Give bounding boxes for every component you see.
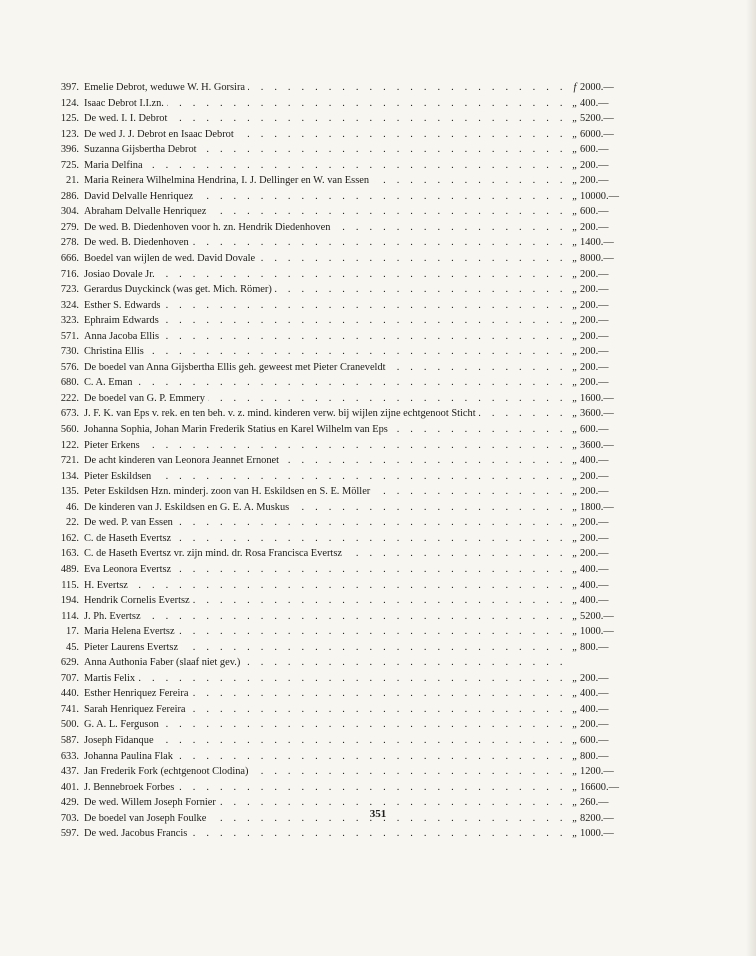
- entry-currency: „: [572, 734, 578, 746]
- entry-name-text: De wed. B. Diedenhoven voor h. zn. Hendrik Diedenhoven: [84, 222, 333, 233]
- entry-name: [84, 438, 564, 454]
- entry-currency: „: [572, 626, 578, 638]
- list-item: [52, 593, 664, 609]
- entry-currency: „: [572, 812, 578, 824]
- entry-name: [84, 111, 564, 127]
- list-item: [52, 500, 664, 516]
- list-item: [52, 624, 664, 640]
- entry-name: [84, 204, 564, 220]
- entry-name-text: Pieter Erkens: [84, 440, 143, 451]
- entry-amount: 200.—: [580, 361, 609, 373]
- entry-number: 46.: [66, 501, 79, 513]
- list-item: [52, 267, 664, 283]
- entry-name-text: De wed. Jacobus Francis: [84, 828, 190, 839]
- entry-name: [84, 282, 564, 298]
- entry-number: 22.: [66, 517, 79, 529]
- entry-currency: „: [572, 221, 578, 233]
- entry-amount: 1000.—: [580, 626, 614, 638]
- entry-amount: 200.—: [580, 346, 609, 358]
- entry-amount: 800.—: [580, 641, 609, 653]
- entry-currency: „: [572, 175, 578, 187]
- list-item: [52, 655, 664, 671]
- entry-currency: „: [572, 828, 578, 840]
- entry-name-text: Esther S. Edwards: [84, 300, 163, 311]
- entry-name: [84, 220, 564, 236]
- entry-name: [84, 624, 564, 640]
- entry-currency: „: [572, 315, 578, 327]
- list-item: [52, 406, 664, 422]
- entry-name: [84, 780, 564, 796]
- entry-name: [84, 189, 564, 205]
- entry-name: [84, 422, 564, 438]
- entry-number: 304.: [60, 206, 79, 218]
- entry-name: [84, 329, 564, 345]
- entry-name: [84, 562, 564, 578]
- entries-list: [52, 80, 664, 842]
- entry-number: 114.: [61, 610, 79, 622]
- entry-currency: „: [572, 750, 578, 762]
- entry-name-text: Martis Felix: [84, 673, 138, 684]
- list-item: [52, 189, 664, 205]
- entry-amount: 400.—: [580, 97, 609, 109]
- entry-currency: „: [572, 299, 578, 311]
- entry-number: 17.: [66, 626, 79, 638]
- entry-amount: 200.—: [580, 330, 609, 342]
- entry-name: [84, 484, 564, 500]
- entry-name: [84, 593, 564, 609]
- entry-number: 666.: [60, 253, 79, 265]
- list-item: [52, 173, 664, 189]
- entry-currency: „: [572, 144, 578, 156]
- entry-amount: 1600.—: [580, 392, 614, 404]
- entry-amount: 200.—: [580, 159, 609, 171]
- list-item: [52, 360, 664, 376]
- entry-number: 730.: [60, 346, 79, 358]
- entry-number: 124.: [60, 97, 79, 109]
- entry-amount: 200.—: [580, 268, 609, 280]
- entry-currency: „: [572, 532, 578, 544]
- list-item: [52, 375, 664, 391]
- entry-currency: „: [572, 330, 578, 342]
- entry-number: 437.: [60, 766, 79, 778]
- entry-name: [84, 235, 564, 251]
- entry-name-text: Anna Authonia Faber (slaaf niet gev.): [84, 657, 243, 668]
- entry-name-text: Anna Jacoba Ellis: [84, 331, 162, 342]
- entry-name: [84, 80, 564, 96]
- entry-name: [84, 764, 564, 780]
- entry-currency: „: [572, 719, 578, 731]
- entry-amount: 200.—: [580, 470, 609, 482]
- entry-name-text: Maria Helena Evertsz: [84, 626, 178, 637]
- entry-name: [84, 749, 564, 765]
- entry-name-text: Pieter Laurens Evertsz: [84, 642, 181, 653]
- entry-number: 576.: [60, 361, 79, 373]
- entry-amount: 600.—: [580, 144, 609, 156]
- entry-currency: „: [572, 517, 578, 529]
- entry-amount: 1000.—: [580, 828, 614, 840]
- entry-currency: „: [572, 424, 578, 436]
- entry-amount: 200.—: [580, 175, 609, 187]
- entry-number: 286.: [60, 190, 79, 202]
- list-item: [52, 640, 664, 656]
- entry-amount: 3600.—: [580, 408, 614, 420]
- entry-number: 500.: [60, 719, 79, 731]
- entry-number: 723.: [60, 284, 79, 296]
- entry-amount: 200.—: [580, 221, 609, 233]
- entry-currency: „: [572, 439, 578, 451]
- entry-name: [84, 702, 564, 718]
- entry-currency: „: [572, 563, 578, 575]
- entry-number: 21.: [66, 175, 79, 187]
- entry-number: 489.: [60, 563, 79, 575]
- entry-number: 560.: [60, 424, 79, 436]
- entry-name-text: De acht kinderen van Leonora Jeannet Ernonet: [84, 455, 282, 466]
- entry-name: [84, 609, 564, 625]
- entry-amount: 200.—: [580, 672, 609, 684]
- entry-name-text: De wed. I. I. Debrot: [84, 113, 170, 124]
- entry-number: 123.: [60, 128, 79, 140]
- entry-number: 323.: [60, 315, 79, 327]
- entry-name-text: Christina Ellis: [84, 346, 147, 357]
- entry-name-text: De wed. P. van Essen: [84, 517, 176, 528]
- entry-amount: 200.—: [580, 377, 609, 389]
- entry-name-text: Abraham Delvalle Henriquez: [84, 206, 209, 217]
- entry-name: [84, 469, 564, 485]
- entry-currency: „: [572, 284, 578, 296]
- entry-amount: 400.—: [580, 595, 609, 607]
- entry-name-text: Isaac Debrot I.I.zn.: [84, 98, 167, 109]
- entry-number: 135.: [60, 486, 79, 498]
- entry-number: 721.: [60, 455, 79, 467]
- entry-name-text: J. Ph. Evertsz: [84, 611, 144, 622]
- entry-name: [84, 127, 564, 143]
- entry-name: [84, 360, 564, 376]
- entry-number: 194.: [60, 595, 79, 607]
- list-item: [52, 313, 664, 329]
- entry-currency: „: [572, 579, 578, 591]
- entry-number: 163.: [60, 548, 79, 560]
- list-item: [52, 578, 664, 594]
- list-item: [52, 298, 664, 314]
- entry-name-text: C. de Haseth Evertsz: [84, 533, 174, 544]
- list-item: [52, 235, 664, 251]
- entry-number: 587.: [60, 734, 79, 746]
- entry-currency: „: [572, 486, 578, 498]
- page-spine-shadow: [746, 0, 756, 956]
- entry-amount: 200.—: [580, 486, 609, 498]
- entry-name: [84, 578, 564, 594]
- list-item: [52, 469, 664, 485]
- entry-amount: 3600.—: [580, 439, 614, 451]
- entry-number: 134.: [60, 470, 79, 482]
- list-item: [52, 158, 664, 174]
- entry-name-text: Sarah Henriquez Fereira: [84, 704, 189, 715]
- entry-currency: „: [572, 610, 578, 622]
- entry-name: [84, 158, 564, 174]
- entry-amount: 400.—: [580, 579, 609, 591]
- entry-name-text: De boedel van G. P. Emmery: [84, 393, 208, 404]
- entry-name: [84, 531, 564, 547]
- entry-amount: 400.—: [580, 703, 609, 715]
- entry-amount: 200.—: [580, 315, 609, 327]
- entry-number: 571.: [60, 330, 79, 342]
- entry-currency: „: [572, 113, 578, 125]
- list-item: [52, 453, 664, 469]
- entry-number: 397.: [60, 82, 79, 93]
- entry-number: 401.: [60, 781, 79, 793]
- entry-amount: 1200.—: [580, 766, 614, 778]
- list-item: [52, 749, 664, 765]
- entry-number: 429.: [60, 797, 79, 809]
- entry-currency: „: [572, 766, 578, 778]
- entry-amount: 600.—: [580, 206, 609, 218]
- entry-number: 680.: [60, 377, 79, 389]
- entry-name-text: Boedel van wijlen de wed. David Dovale: [84, 253, 258, 264]
- entry-currency: „: [572, 268, 578, 280]
- list-item: [52, 780, 664, 796]
- entry-number: 279.: [60, 221, 79, 233]
- entry-number: 741.: [60, 703, 79, 715]
- entry-currency: „: [572, 97, 578, 109]
- entry-currency: „: [572, 392, 578, 404]
- entry-number: 629.: [60, 657, 79, 669]
- entry-name: [84, 375, 564, 391]
- entry-amount: 2000.—: [580, 82, 614, 93]
- entry-currency: „: [572, 455, 578, 467]
- entry-name-text: Joseph Fidanque: [84, 735, 157, 746]
- entry-name: [84, 173, 564, 189]
- entry-name-text: De wed J. J. Debrot en Isaac Debrot: [84, 129, 237, 140]
- entry-currency: „: [572, 595, 578, 607]
- entry-name: [84, 500, 564, 516]
- entry-currency: „: [572, 688, 578, 700]
- entry-number: 45.: [66, 641, 79, 653]
- list-item: [52, 671, 664, 687]
- entry-name-text: David Delvalle Henriquez: [84, 191, 196, 202]
- list-item: [52, 546, 664, 562]
- entry-number: 278.: [60, 237, 79, 249]
- entry-currency: „: [572, 548, 578, 560]
- entry-amount: 8000.—: [580, 253, 614, 265]
- entry-name: [84, 655, 564, 671]
- entry-currency: „: [572, 190, 578, 202]
- entry-name-text: Maria Delfina: [84, 160, 146, 171]
- entry-name-text: J. Bennebroek Forbes: [84, 782, 177, 793]
- entry-name: [84, 391, 564, 407]
- list-item: [52, 438, 664, 454]
- entry-amount: 1400.—: [580, 237, 614, 249]
- list-item: [52, 515, 664, 531]
- list-item: [52, 686, 664, 702]
- entry-number: 122.: [60, 439, 79, 451]
- list-item: [52, 391, 664, 407]
- entry-number: 716.: [60, 268, 79, 280]
- entry-currency: „: [572, 672, 578, 684]
- entry-amount: 1800.—: [580, 501, 614, 513]
- entry-amount: 260.—: [580, 797, 609, 809]
- entry-currency: „: [572, 206, 578, 218]
- entry-amount: 200.—: [580, 719, 609, 731]
- entry-currency: „: [572, 361, 578, 373]
- list-item: [52, 422, 664, 438]
- list-item: [52, 484, 664, 500]
- entry-amount: 8200.—: [580, 812, 614, 824]
- entry-name-text: Pieter Eskildsen: [84, 471, 154, 482]
- list-item: [52, 142, 664, 158]
- entry-amount: 800.—: [580, 750, 609, 762]
- entry-name-text: C. de Haseth Evertsz vr. zijn mind. dr. Rosa Francisca Evertsz: [84, 548, 345, 559]
- entry-amount: 6000.—: [580, 128, 614, 140]
- entry-name-text: G. A. L. Ferguson: [84, 719, 162, 730]
- entry-name-text: Emelie Debrot, weduwe W. H. Gorsira: [84, 82, 248, 93]
- entry-currency: „: [572, 159, 578, 171]
- entry-currency: „: [572, 501, 578, 513]
- page-number: 351: [369, 808, 387, 820]
- entry-currency: „: [572, 408, 578, 420]
- entry-amount: 400.—: [580, 455, 609, 467]
- entry-name: [84, 453, 564, 469]
- entry-number: 115.: [61, 579, 79, 591]
- entry-currency: „: [572, 703, 578, 715]
- entry-currency: „: [572, 346, 578, 358]
- entry-name: [84, 640, 564, 656]
- entry-name-text: Maria Reinera Wilhelmina Hendrina, I. J. Dellinger en W. van Essen: [84, 175, 372, 186]
- list-item: [52, 220, 664, 236]
- list-item: [52, 562, 664, 578]
- entry-name-text: De wed. B. Diedenhoven: [84, 237, 192, 248]
- entry-number: 440.: [60, 688, 79, 700]
- entry-amount: 200.—: [580, 532, 609, 544]
- entry-name: [84, 406, 564, 422]
- list-item: [52, 251, 664, 267]
- list-item: [52, 80, 664, 96]
- list-item: [52, 111, 664, 127]
- entry-number: 707.: [60, 672, 79, 684]
- entry-amount: 200.—: [580, 548, 609, 560]
- list-item: [52, 764, 664, 780]
- entry-name-text: Suzanna Gijsbertha Debrot: [84, 144, 200, 155]
- entry-name-text: De kinderen van J. Eskildsen en G. E. A. Muskus: [84, 502, 292, 513]
- entry-name: [84, 671, 564, 687]
- entry-currency: „: [572, 128, 578, 140]
- entry-name-text: Hendrik Cornelis Evertsz: [84, 595, 193, 606]
- entry-currency: „: [572, 253, 578, 265]
- list-item: [52, 609, 664, 625]
- entry-name-text: De boedel van Joseph Foulke: [84, 813, 209, 824]
- list-item: [52, 96, 664, 112]
- entry-name: [84, 344, 564, 360]
- entry-name-text: Gerardus Duyckinck (was get. Mich. Römer): [84, 284, 275, 295]
- entry-currency: „: [572, 797, 578, 809]
- entry-number: 597.: [60, 828, 79, 840]
- entry-currency: „: [572, 377, 578, 389]
- list-item: [52, 531, 664, 547]
- entry-name: [84, 733, 564, 749]
- list-item: [52, 344, 664, 360]
- entry-name: [84, 298, 564, 314]
- list-item: [52, 733, 664, 749]
- entry-amount: 400.—: [580, 688, 609, 700]
- entry-amount: 200.—: [580, 517, 609, 529]
- entry-amount: 5200.—: [580, 610, 614, 622]
- list-item: [52, 127, 664, 143]
- entry-name-text: Peter Eskildsen Hzn. minderj. zoon van H. Eskildsen en S. E. Möller: [84, 486, 373, 497]
- entry-number: 162.: [60, 532, 79, 544]
- entry-name: [84, 686, 564, 702]
- entry-name-text: Johanna Sophia, Johan Marin Frederik Statius en Karel Wilhelm van Eps: [84, 424, 391, 435]
- entry-name: [84, 251, 564, 267]
- list-item: [52, 702, 664, 718]
- entry-number: 396.: [60, 144, 79, 156]
- list-item: [52, 717, 664, 733]
- entry-number: 703.: [60, 812, 79, 824]
- entry-number: 125.: [60, 113, 79, 125]
- entry-currency: f: [573, 82, 577, 93]
- entry-currency: „: [572, 641, 578, 653]
- entry-amount: 10000.—: [580, 190, 619, 202]
- entry-name: [84, 546, 564, 562]
- list-item: [52, 282, 664, 298]
- entry-amount: 16600.—: [580, 781, 619, 793]
- entry-number: 673.: [60, 408, 79, 420]
- entry-name: [84, 515, 564, 531]
- entry-number: 633.: [60, 750, 79, 762]
- entry-amount: 600.—: [580, 424, 609, 436]
- entry-name: [84, 313, 564, 329]
- entry-name: [84, 96, 564, 112]
- entry-amount: 5200.—: [580, 113, 614, 125]
- entry-number: 324.: [60, 299, 79, 311]
- entry-name: [84, 826, 564, 842]
- entry-amount: 200.—: [580, 284, 609, 296]
- entry-name-text: J. F. K. van Eps v. rek. en ten beh. v. z. mind. kinderen verw. bij wijlen zijne echtgenoot Sticht: [84, 408, 479, 419]
- entry-amount: 200.—: [580, 299, 609, 311]
- entry-currency: „: [572, 470, 578, 482]
- entry-currency: „: [572, 781, 578, 793]
- entry-name-text: Johanna Paulina Flak: [84, 751, 176, 762]
- entry-name: [84, 267, 564, 283]
- entry-number: 725.: [60, 159, 79, 171]
- entry-name-text: De boedel van Anna Gijsbertha Ellis geh. geweest met Pieter Craneveldt: [84, 362, 389, 373]
- entry-amount: 600.—: [580, 734, 609, 746]
- list-item: [52, 204, 664, 220]
- entry-name-text: C. A. Eman: [84, 377, 136, 388]
- entry-name-text: De wed. Willem Joseph Fornier: [84, 797, 219, 808]
- entry-name-text: Jan Frederik Fork (echtgenoot Clodina): [84, 766, 251, 777]
- list-item: [52, 826, 664, 842]
- entry-name: [84, 142, 564, 158]
- list-item: [52, 329, 664, 345]
- entry-number: 222.: [60, 392, 79, 404]
- entry-name-text: Eva Leonora Evertsz: [84, 564, 174, 575]
- entry-name-text: Ephraim Edwards: [84, 315, 162, 326]
- entry-currency: „: [572, 237, 578, 249]
- entry-name-text: Josiao Dovale Jr.: [84, 269, 158, 280]
- entry-name: [84, 717, 564, 733]
- entry-name-text: Esther Henriquez Fereira: [84, 688, 191, 699]
- entry-amount: 400.—: [580, 563, 609, 575]
- entry-name-text: H. Evertsz: [84, 580, 131, 591]
